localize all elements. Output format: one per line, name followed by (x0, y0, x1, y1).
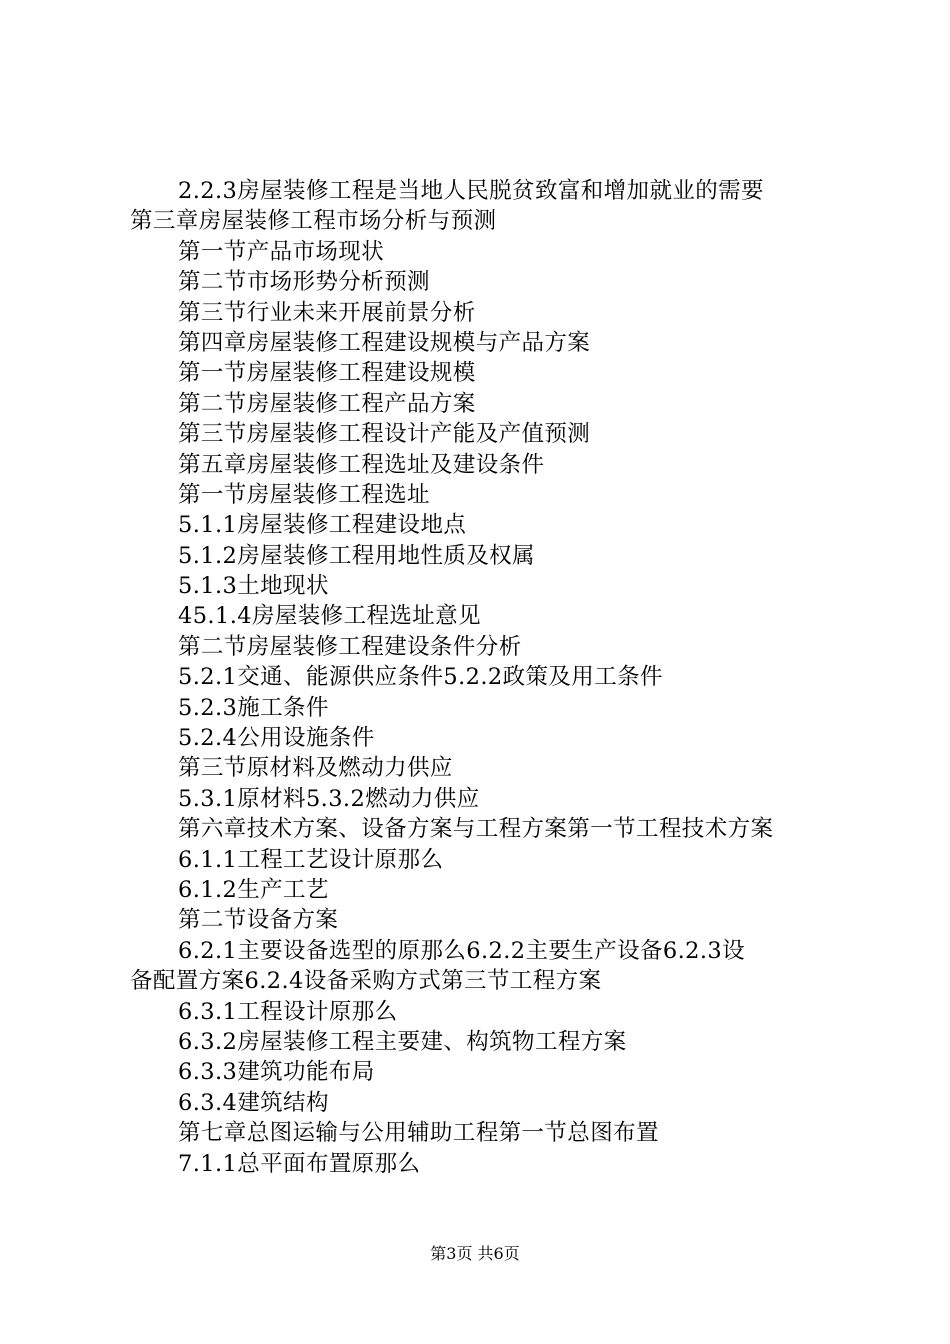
text-line: 第二节设备方案 (178, 907, 339, 934)
text-line: 第二节房屋装修工程建设条件分析 (178, 633, 522, 660)
text-line: 第一节房屋装修工程建设规模 (178, 360, 476, 387)
text-line: 5.1.2房屋装修工程用地性质及权属 (178, 542, 535, 569)
text-line: 7.1.1总平面布置原那么 (178, 1150, 421, 1177)
text-line: 2.2.3房屋装修工程是当地人民脱贫致富和增加就业的需要 (178, 178, 764, 204)
text-line: 5.3.1原材料5.3.2燃动力供应 (178, 785, 480, 812)
text-line: 5.1.3土地现状 (178, 573, 329, 600)
text-line: 6.1.2生产工艺 (178, 876, 329, 903)
text-line: 5.2.3施工条件 (178, 694, 329, 721)
text-line: 备配置方案6.2.4设备采购方式第三节工程方案 (130, 968, 602, 995)
text-line: 6.3.4建筑结构 (178, 1089, 329, 1116)
text-line: 5.2.4公用设施条件 (178, 725, 375, 752)
page-number-label: 第3页 共6页 (430, 1244, 520, 1263)
text-line: 6.1.1工程工艺设计原那么 (178, 846, 444, 873)
text-line: 第三节房屋装修工程设计产能及产值预测 (178, 421, 591, 448)
text-line: 6.3.1工程设计原那么 (178, 998, 398, 1025)
text-line: 第三节行业未来开展前景分析 (178, 299, 476, 326)
chapter-heading: 第七章总图运输与公用辅助工程第一节总图布置 (178, 1120, 659, 1147)
text-line: 第二节房屋装修工程产品方案 (178, 390, 476, 417)
chapter-heading: 第四章房屋装修工程建设规模与产品方案 (178, 329, 591, 356)
text-line: 5.2.1交通、能源供应条件5.2.2政策及用工条件 (178, 664, 663, 691)
page-footer (0, 1244, 950, 1264)
document-body (130, 176, 840, 1179)
text-line: 第一节房屋装修工程选址 (178, 481, 430, 508)
chapter-heading: 第六章技术方案、设备方案与工程方案第一节工程技术方案 (178, 816, 774, 843)
chapter-heading: 第五章房屋装修工程选址及建设条件 (178, 451, 545, 478)
text-line: 45.1.4房屋装修工程选址意见 (178, 603, 481, 630)
text-line: 第三节原材料及燃动力供应 (178, 755, 453, 782)
text-line: 5.1.1房屋装修工程建设地点 (178, 512, 467, 539)
text-line: 第一节产品市场现状 (178, 238, 385, 265)
text-line: 第二节市场形势分析预测 (178, 269, 430, 296)
chapter-heading: 第三章房屋装修工程市场分析与预测 (130, 208, 497, 235)
text-line: 6.3.3建筑功能布局 (178, 1059, 375, 1086)
text-line: 6.2.1主要设备选型的原那么6.2.2主要生产设备6.2.3设 (178, 937, 746, 964)
text-line: 6.3.2房屋装修工程主要建、构筑物工程方案 (178, 1028, 627, 1055)
